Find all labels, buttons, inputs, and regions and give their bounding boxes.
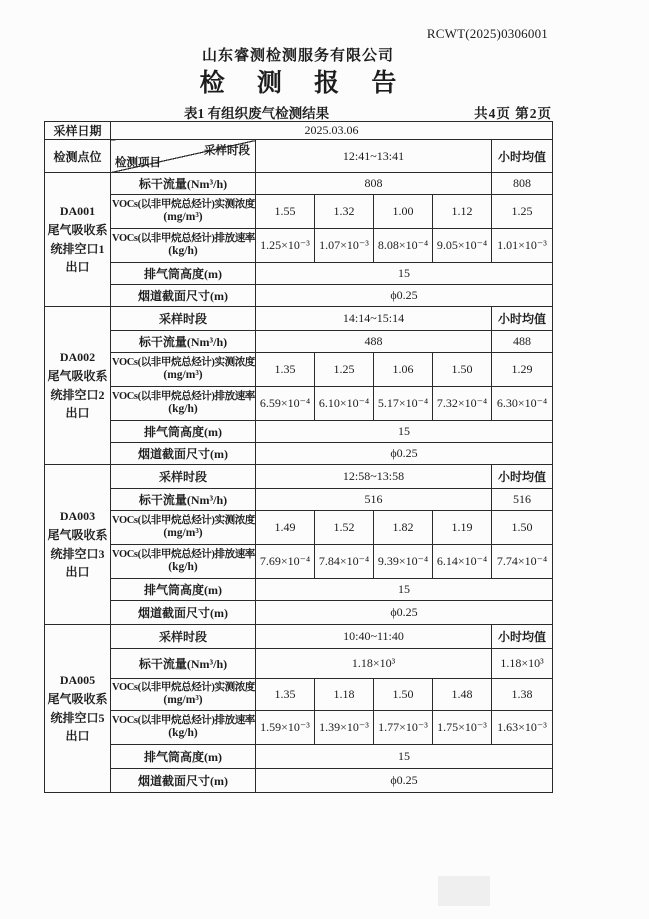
conc-value: 1.35 [256, 679, 315, 711]
duct-size-value: ϕ0.25 [256, 601, 553, 625]
point-name: 尾气吸收系统排空口3出口 [47, 527, 108, 580]
flow-avg-da001: 808 [492, 173, 553, 195]
period-label-da002: 采样时段 [111, 307, 256, 331]
period-value-da001: 12:41~13:41 [256, 140, 492, 173]
period-value-da005: 10:40~11:40 [256, 625, 492, 649]
conc-avg: 1.50 [492, 511, 553, 545]
flow-label-da005: 标干流量(Nm³/h) [111, 649, 256, 679]
conc-avg: 1.25 [492, 195, 553, 229]
stack-height-label: 排气筒高度(m) [111, 579, 256, 601]
rate-value: 1.77×10⁻³ [374, 711, 433, 745]
conc-value: 1.25 [315, 353, 374, 387]
results-table [44, 121, 553, 793]
point-column-header: 检测点位 [45, 140, 111, 173]
point-cell-da003 [45, 465, 111, 625]
rate-avg: 6.30×10⁻⁴ [492, 387, 553, 421]
report-number: RCWT(2025)0306001 [426, 26, 548, 41]
conc-value: 1.48 [433, 679, 492, 711]
duct-size-label: 烟道截面尺寸(m) [111, 769, 256, 793]
flow-value-da001: 808 [256, 173, 492, 195]
duct-size-value: ϕ0.25 [256, 443, 553, 465]
rate-avg: 1.63×10⁻³ [492, 711, 553, 745]
rate-value: 7.32×10⁻⁴ [433, 387, 492, 421]
duct-size-label: 烟道截面尺寸(m) [111, 443, 256, 465]
rate-value: 1.07×10⁻³ [315, 229, 374, 263]
diag-top-label: 采样时段 [204, 145, 250, 157]
company-name: 山东睿测检测服务有限公司 [201, 48, 394, 64]
rate-label-da001: VOCs(以非甲烷总烃计)排放速率 (kg/h) [111, 229, 256, 263]
scan-smudge [438, 876, 490, 906]
rate-value: 1.25×10⁻³ [256, 229, 315, 263]
conc-label-da005: VOCs(以非甲烷总烃计)实测浓度 (mg/m³) [111, 679, 256, 711]
duct-size-label: 烟道截面尺寸(m) [111, 601, 256, 625]
rate-value: 1.39×10⁻³ [315, 711, 374, 745]
conc-value: 1.50 [433, 353, 492, 387]
stack-height-value: 15 [256, 745, 553, 769]
rate-avg: 7.74×10⁻⁴ [492, 545, 553, 579]
stack-height-label: 排气筒高度(m) [111, 421, 256, 443]
point-name: 尾气吸收系统排空口2出口 [47, 368, 108, 421]
rate-value: 5.17×10⁻⁴ [374, 387, 433, 421]
rate-value: 7.84×10⁻⁴ [315, 545, 374, 579]
rate-value: 1.59×10⁻³ [256, 711, 315, 745]
conc-value: 1.49 [256, 511, 315, 545]
page-info: 共4页 第2页 [474, 106, 552, 121]
point-code: DA002 [59, 350, 96, 365]
flow-label-da003: 标干流量(Nm³/h) [111, 489, 256, 511]
conc-value: 1.19 [433, 511, 492, 545]
point-cell-da005 [45, 625, 111, 793]
point-name: 尾气吸收系统排空口1出口 [47, 222, 108, 275]
stack-height-label: 排气筒高度(m) [111, 263, 256, 285]
conc-label-da003: VOCs(以非甲烷总烃计)实测浓度 (mg/m³) [111, 511, 256, 545]
stack-height-value: 15 [256, 421, 553, 443]
point-name: 尾气吸收系统排空口5出口 [47, 691, 108, 744]
rate-value: 6.59×10⁻⁴ [256, 387, 315, 421]
flow-avg-da005: 1.18×10³ [492, 649, 553, 679]
flow-label-da002: 标干流量(Nm³/h) [111, 331, 256, 353]
conc-label-da001: VOCs(以非甲烷总烃计)实测浓度 (mg/m³) [111, 195, 256, 229]
diagonal-header-cell [111, 140, 256, 173]
point-cell-da002 [45, 307, 111, 465]
flow-value-da005: 1.18×10³ [256, 649, 492, 679]
conc-value: 1.32 [315, 195, 374, 229]
table-caption-row [44, 102, 552, 122]
conc-label-da002: VOCs(以非甲烷总烃计)实测浓度 (mg/m³) [111, 353, 256, 387]
conc-value: 1.50 [374, 679, 433, 711]
conc-avg: 1.38 [492, 679, 553, 711]
conc-value: 1.00 [374, 195, 433, 229]
point-code: DA003 [59, 509, 96, 524]
flow-avg-da003: 516 [492, 489, 553, 511]
conc-value: 1.06 [374, 353, 433, 387]
hour-avg-header-da002: 小时均值 [492, 307, 553, 331]
rate-label-da003: VOCs(以非甲烷总烃计)排放速率 (kg/h) [111, 545, 256, 579]
diag-bottom-label: 检测项目 [115, 157, 161, 169]
conc-value: 1.52 [315, 511, 374, 545]
flow-value-da002: 488 [256, 331, 492, 353]
flow-value-da003: 516 [256, 489, 492, 511]
conc-value: 1.18 [315, 679, 374, 711]
duct-size-value: ϕ0.25 [256, 769, 553, 793]
point-code: DA001 [59, 204, 96, 219]
period-label-da003: 采样时段 [111, 465, 256, 489]
conc-value: 1.82 [374, 511, 433, 545]
conc-value: 1.12 [433, 195, 492, 229]
flow-label-da001: 标干流量(Nm³/h) [111, 173, 256, 195]
table-caption: 表1 有组织废气检测结果 [184, 106, 330, 121]
rate-value: 6.10×10⁻⁴ [315, 387, 374, 421]
rate-value: 8.08×10⁻⁴ [374, 229, 433, 263]
rate-value: 9.39×10⁻⁴ [374, 545, 433, 579]
point-cell-da001 [45, 173, 111, 307]
rate-avg: 1.01×10⁻³ [492, 229, 553, 263]
duct-size-label: 烟道截面尺寸(m) [111, 285, 256, 307]
point-code: DA005 [59, 673, 96, 688]
rate-label-da002: VOCs(以非甲烷总烃计)排放速率 (kg/h) [111, 387, 256, 421]
rate-label-da005: VOCs(以非甲烷总烃计)排放速率 (kg/h) [111, 711, 256, 745]
rate-value: 1.75×10⁻³ [433, 711, 492, 745]
rate-value: 9.05×10⁻⁴ [433, 229, 492, 263]
hour-avg-header-da005: 小时均值 [492, 625, 553, 649]
stack-height-value: 15 [256, 263, 553, 285]
sampling-date-label: 采样日期 [45, 122, 111, 140]
conc-value: 1.35 [256, 353, 315, 387]
period-value-da003: 12:58~13:58 [256, 465, 492, 489]
period-value-da002: 14:14~15:14 [256, 307, 492, 331]
flow-avg-da002: 488 [492, 331, 553, 353]
period-label-da005: 采样时段 [111, 625, 256, 649]
sampling-date-value: 2025.03.06 [111, 122, 553, 140]
stack-height-label: 排气筒高度(m) [111, 745, 256, 769]
conc-avg: 1.29 [492, 353, 553, 387]
hour-avg-header-da001: 小时均值 [492, 140, 553, 173]
rate-value: 7.69×10⁻⁴ [256, 545, 315, 579]
rate-value: 6.14×10⁻⁴ [433, 545, 492, 579]
stack-height-value: 15 [256, 579, 553, 601]
hour-avg-header-da003: 小时均值 [492, 465, 553, 489]
conc-value: 1.55 [256, 195, 315, 229]
report-title: 检 测 报 告 [199, 70, 410, 97]
duct-size-value: ϕ0.25 [256, 285, 553, 307]
